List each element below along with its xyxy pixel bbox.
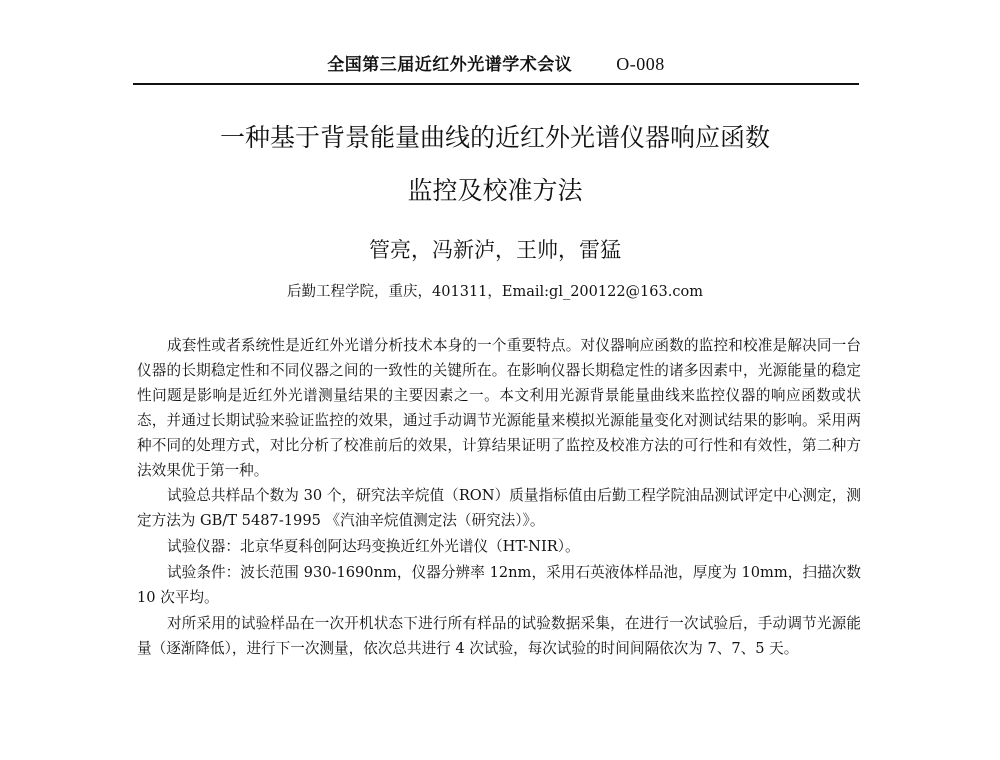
paragraph-procedure: 对所采用的试验样品在一次开机状态下进行所有样品的试验数据采集，在进行一次试验后，手动调节光源能量（逐渐降低），进行下一次测量，依次总共进行 4 次试验，每次试验的时间间隔依次为 7、7、5 天。 <box>137 615 861 657</box>
paragraph-conditions: 试验条件：波长范围 930-1690nm，仪器分辨率 12nm，采用石英液体样品池，厚度为 10mm，扫描次数 10 次平均。 <box>137 564 861 606</box>
paragraph-instrument: 试验仪器：北京华夏科创阿达玛变换近红外光谱仪（HT-NIR）。 <box>167 538 580 555</box>
running-header <box>133 50 859 75</box>
paper-title-line-2: 监控及校准方法 <box>407 176 583 205</box>
paragraph-samples: 试验总共样品个数为 30 个，研究法辛烷值（RON）质量指标值由后勤工程学院油品测试评定中心测定，测定方法为 GB/T 5487-1995 《汽油辛烷值测定法（研究法）》。 <box>137 487 861 529</box>
header-rule <box>133 83 859 85</box>
paper-code: O-008 <box>616 54 665 74</box>
conference-name: 全国第三届近红外光谱学术会议 <box>327 55 573 75</box>
paragraph-abstract: 成套性或者系统性是近红外光谱分析技术本身的一个重要特点。对仪器响应函数的监控和校准是解决同一台仪器的长期稳定性和不同仪器之间的一致性的关键所在。在影响仪器长期稳定性的诸多因素中，光源能量的稳定性问题是影响是近红外光谱测量结果的主要因素之一。本文利用光源背景能量曲线来监控仪器的响应函数或状态，并通过长期试验来验证监控的效果，通过手动调节光源能量来模拟光源能量变化对测试结果的影响。采用两种不同的处理方式，对比分析了校准前后的效果，计算结果证明了监控及校准方法的可行性和有效性，第二种方法效果优于第一种。 <box>137 337 861 479</box>
author-list: 管亮，冯新泸，王帅，雷猛 <box>369 238 621 262</box>
author-affiliation: 后勤工程学院，重庆，401311，Email:gl_200122@163.com <box>287 284 703 300</box>
abstract-body <box>137 333 861 661</box>
paper-title-line-1: 一种基于背景能量曲线的近红外光谱仪器响应函数 <box>219 123 770 152</box>
